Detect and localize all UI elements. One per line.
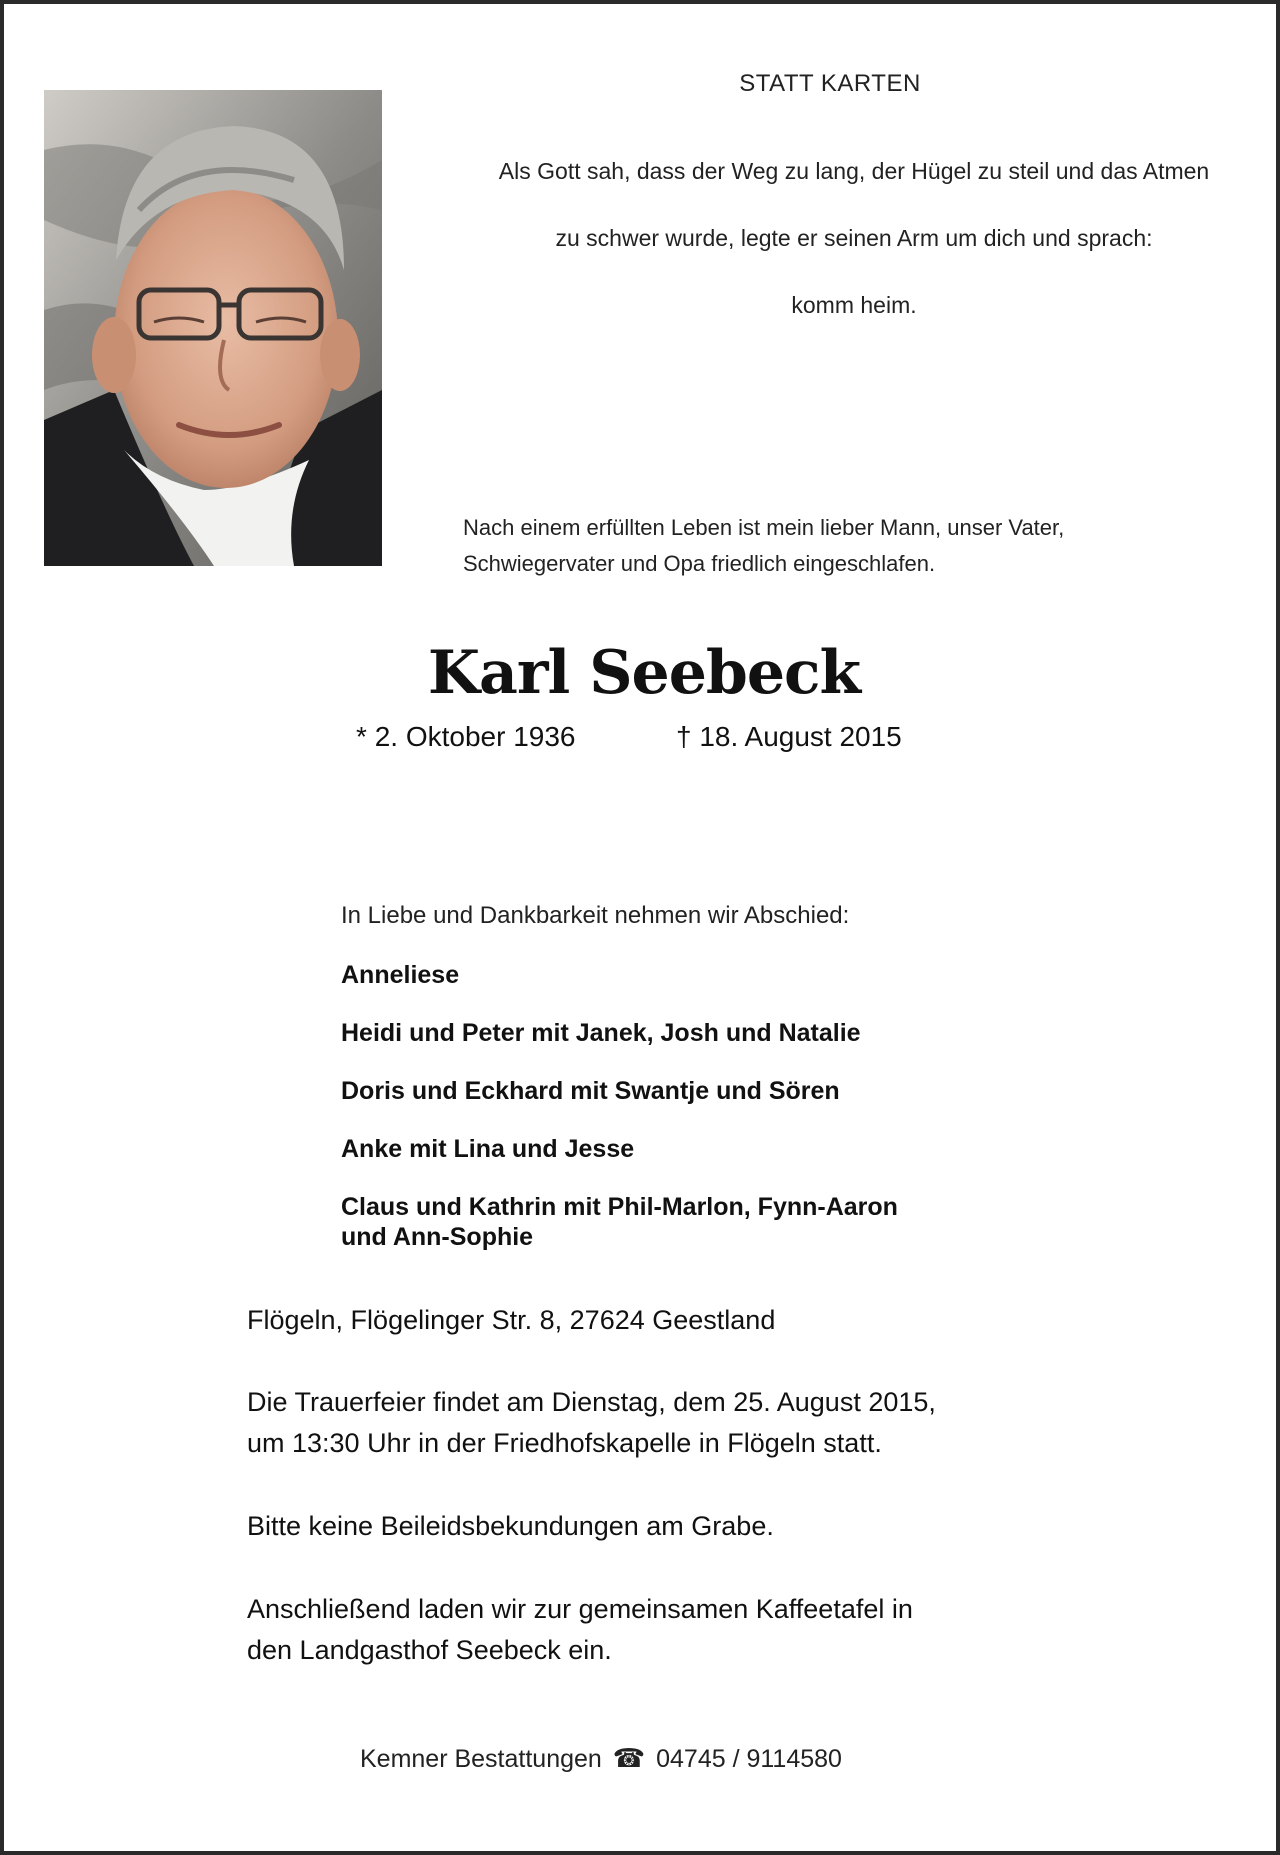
undertaker-name: Kemner Bestattungen [360, 1745, 602, 1773]
portrait-photo [44, 90, 382, 566]
verse-line-3: komm heim. [791, 292, 917, 318]
family-member: Heidi und Peter mit Janek, Josh und Natalie [341, 1019, 861, 1047]
verse-line-1: Als Gott sah, dass der Weg zu lang, der Hügel zu steil und das Atmen [498, 158, 1210, 184]
farewell-text: In Liebe und Dankbarkeit nehmen wir Abschied: [341, 902, 850, 929]
reception-line-1: Anschließend laden wir zur gemeinsamen Kaffeetafel in [247, 1594, 913, 1624]
family-member [341, 1192, 1041, 1252]
reception-line-2: den Landgasthof Seebeck ein. [247, 1635, 612, 1665]
family-member-line-2: und Ann-Sophie [341, 1223, 534, 1251]
reception-text [247, 1589, 1107, 1671]
notice-text: Bitte keine Beileidsbekundungen am Grabe. [247, 1511, 774, 1541]
ceremony-line-2: um 13:30 Uhr in der Friedhofskapelle in Flögeln statt. [247, 1428, 882, 1458]
telephone-icon: ☎ [612, 1743, 646, 1773]
birth-date-text: 2. Oktober 1936 [374, 721, 576, 752]
undertaker-footer [360, 1743, 842, 1774]
ceremony-text [247, 1382, 1107, 1464]
ceremony-line-1: Die Trauerfeier findet am Dienstag, dem 25. August 2015, [247, 1387, 936, 1417]
family-member: Doris und Eckhard mit Swantje und Sören [341, 1077, 840, 1105]
death-date-text: 18. August 2015 [699, 721, 902, 752]
family-member: Anneliese [341, 961, 460, 989]
phone-number: 04745 / 9114580 [656, 1745, 842, 1773]
header-note: STATT KARTEN [739, 70, 921, 97]
family-member-line-1: Claus und Kathrin mit Phil-Marlon, Fynn-Aaron [341, 1193, 898, 1221]
intro-line-2: Schwiegervater und Opa friedlich eingeschlafen. [463, 551, 936, 576]
death-symbol: † [676, 721, 692, 752]
family-member: Anke mit Lina und Jesse [341, 1135, 635, 1163]
address: Flögeln, Flögelinger Str. 8, 27624 Geestland [247, 1305, 776, 1335]
birth-symbol: * [356, 721, 367, 752]
birth-date [356, 721, 576, 753]
intro-line-1: Nach einem erfüllten Leben ist mein lieber Mann, unser Vater, [463, 515, 1065, 540]
death-date [676, 721, 902, 753]
intro-text [463, 510, 1243, 582]
deceased-name: Karl Seebeck [427, 638, 861, 708]
verse-line-2: zu schwer wurde, legte er seinen Arm um dich und sprach: [555, 225, 1153, 251]
